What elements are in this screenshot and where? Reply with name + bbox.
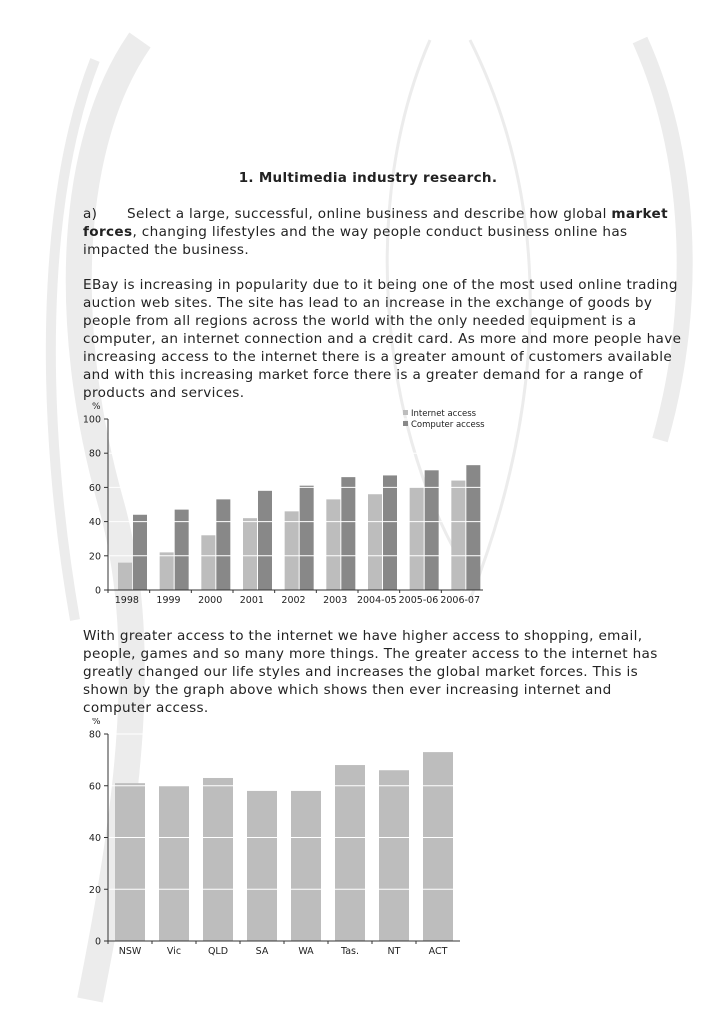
bar [466, 465, 480, 590]
bar [258, 491, 272, 590]
y-tick-label: 100 [82, 414, 101, 426]
y-axis-label: % [92, 718, 101, 727]
access-bar-chart [80, 400, 490, 615]
bar [243, 518, 257, 590]
x-tick-label: 1998 [114, 595, 139, 606]
bar [300, 486, 314, 590]
y-tick-label: 60 [88, 482, 101, 494]
question-paragraph [83, 205, 683, 259]
bar [379, 770, 409, 941]
x-tick-label: NT [387, 946, 401, 957]
bar [335, 765, 365, 941]
bar [115, 783, 145, 941]
legend-label: Internet access [411, 409, 477, 419]
bar [133, 515, 147, 590]
y-tick-label: 0 [94, 936, 101, 948]
bar [423, 752, 453, 941]
bar [203, 778, 233, 941]
x-tick-label: Tas. [340, 946, 360, 957]
question-text-end: , changing lifestyles and the way people conduct business online has impacted the business. [83, 224, 628, 258]
answer-paragraph-1: EBay is increasing in popularity due to it being one of the most used online trading auction web sites. The site has lead to an increase in the exchange of goods by people from all regions across the world with the only needed equipment is a computer, an internet connection and a credit card. As more and more people have increasing access to the internet there is a greater amount of customers available and with this increasing market force there is a greater demand for a range of products and services. [83, 277, 682, 401]
x-tick-label: WA [298, 946, 314, 957]
bar [160, 552, 174, 590]
x-tick-label: 2003 [323, 595, 348, 606]
legend-label: Computer access [411, 420, 485, 430]
y-axis-label: % [92, 402, 101, 412]
bar [383, 475, 397, 590]
y-tick-label: 20 [88, 884, 101, 896]
x-tick-label: ACT [428, 946, 448, 957]
bar [410, 487, 424, 590]
x-tick-label: 2002 [281, 595, 306, 606]
bar [285, 511, 299, 590]
x-tick-label: 2005-06 [398, 595, 439, 606]
x-tick-label: SA [255, 946, 269, 957]
x-tick-label: 2000 [198, 595, 223, 606]
bar [291, 791, 321, 941]
y-tick-label: 80 [88, 448, 101, 460]
question-bold-term: market forces [83, 206, 668, 240]
x-tick-label: NSW [118, 946, 142, 957]
page-title: 1. Multimedia industry research. [238, 170, 498, 186]
bar [159, 786, 189, 941]
bar [118, 563, 132, 590]
bar [451, 481, 465, 590]
y-tick-label: 80 [88, 729, 101, 741]
y-tick-label: 20 [88, 551, 101, 563]
legend-swatch [403, 421, 408, 426]
x-tick-label: QLD [207, 946, 229, 957]
x-tick-label: 2004-05 [356, 595, 397, 606]
y-tick-label: 40 [88, 517, 101, 529]
question-text-start: Select a large, successful, online business and describe how global [127, 206, 612, 222]
answer-paragraph-2: With greater access to the internet we have higher access to shopping, email, people, games and so many more things. The greater access to the internet has greatly changed our life styles and increases the global market forces. This is shown by the graph above which shows then ever increasing internet and computer access. [83, 628, 658, 716]
x-tick-label: 1999 [156, 595, 181, 606]
bar [201, 535, 215, 590]
bar [326, 499, 340, 590]
bar [425, 470, 439, 590]
y-tick-label: 0 [94, 585, 101, 597]
x-tick-label: Vic [166, 946, 182, 957]
bar [341, 477, 355, 590]
legend-swatch [403, 410, 408, 415]
x-tick-label: 2001 [239, 595, 264, 606]
bar [216, 499, 230, 590]
question-label: a) [83, 206, 98, 222]
bar [247, 791, 277, 941]
bar [368, 494, 382, 590]
y-tick-label: 40 [88, 833, 101, 844]
x-tick-label: 2006-07 [440, 595, 481, 606]
y-tick-label: 60 [88, 781, 101, 793]
state-bar-chart [80, 718, 480, 963]
